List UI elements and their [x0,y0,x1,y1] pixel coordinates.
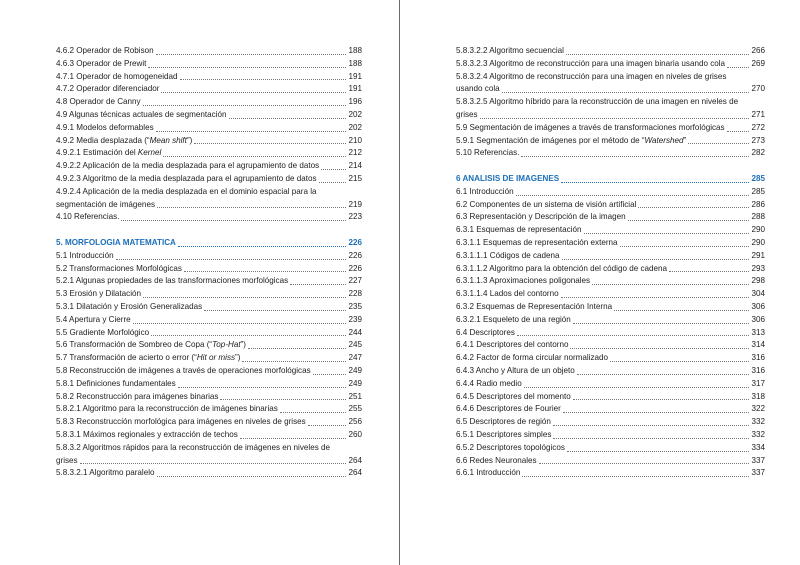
toc-entry-label: 4.9.2.3 Algoritmo de la media desplazada para el agrupamiento de datos [56,173,317,183]
toc-page-number: 226 [348,250,362,260]
toc-page-number: 188 [348,46,362,55]
toc-entry-label: 5.8.3.2 Algoritmos rápidos para la reconstrucción de imágenes en niveles de [56,442,330,452]
toc-entry[interactable] [56,327,362,340]
toc-entry-label: 4.9.2.2 Aplicación de la media desplazada para el agrupamiento de datos [56,161,320,171]
toc-page-number: 293 [751,263,765,273]
toc-entry-label: 6.3.1.1.4 Lados del contorno [456,289,559,299]
toc-page-number: 256 [348,417,362,427]
toc-page-number: 285 [751,173,765,183]
toc-entry[interactable] [56,96,362,109]
toc-page-number: 314 [751,340,765,350]
toc-page-number: 316 [751,353,765,363]
toc-entry[interactable] [56,301,362,314]
toc-entry-label: 5.8.3.2.5 Algoritmo híbrido para la reconstrucción de una imagen en niveles de [456,97,739,107]
toc-entry[interactable] [56,275,362,288]
toc-entry[interactable] [456,147,765,160]
toc-page-number: 202 [348,109,362,119]
toc-entry[interactable] [456,429,765,442]
toc-page-number: 219 [348,199,362,209]
toc-list-left [56,45,362,480]
toc-page-number: 212 [348,148,362,158]
dot-leader [522,476,749,477]
toc-entry[interactable] [456,45,765,58]
toc-spacer [456,160,765,173]
toc-entry[interactable] [456,455,765,468]
toc-entry-label: 6.4.6 Descriptores de Fourier [456,404,561,414]
toc-entry-label: 4.8 Operador de Canny [56,97,141,107]
toc-entry-label: 5.8.2.1 Algoritmo para la reconstrucción de imágenes binarias [56,404,278,414]
toc-entry[interactable] [456,327,765,340]
toc-entry-label: 4.7.1 Operador de homogeneidad [56,71,178,81]
dot-leader [116,259,347,260]
toc-entry-label: 6.5 Descriptores de región [456,417,551,427]
toc-page-number: 249 [348,378,362,388]
toc-page-number: 266 [751,46,765,55]
dot-leader [163,156,346,157]
dot-leader [517,335,750,336]
toc-entry[interactable] [456,442,765,455]
toc-entry[interactable] [56,314,362,327]
toc-entry[interactable] [456,275,765,288]
toc-entry[interactable] [56,160,362,173]
dot-leader [592,284,749,285]
dot-leader [561,297,750,298]
dot-leader [638,207,749,208]
dot-leader [313,374,347,375]
toc-entry-label: 5.8.2 Reconstrucción para imágenes binarias [56,391,219,401]
dot-leader [280,412,347,413]
toc-entry-label: 5.7 Transformación de acierto o error (“Hit or miss”) [56,353,241,363]
toc-entry[interactable] [456,135,765,148]
toc-entry-label: 6.5.1 Descriptores simples [456,429,552,439]
dot-leader [524,387,750,388]
dot-leader [156,131,347,132]
toc-page-number: 306 [751,301,765,311]
toc-entry[interactable] [56,365,362,378]
left-page [0,0,399,565]
toc-entry[interactable] [56,391,362,404]
toc-entry[interactable] [456,199,765,212]
toc-entry-label: 4.9 Algunas técnicas actuales de segmentación [56,109,227,119]
toc-entry-label: 6.4.2 Factor de forma circular normalizado [456,353,609,363]
dot-leader [180,79,347,80]
toc-page-number: 298 [751,276,765,286]
toc-entry-label: 6.3.1.1.1 Códigos de cadena [456,250,560,260]
dot-leader [319,182,347,183]
dot-leader [178,246,347,247]
toc-page-number: 269 [751,58,765,68]
toc-page-number: 272 [751,122,765,132]
toc-page-number: 196 [348,97,362,107]
toc-page-number: 291 [751,250,765,260]
dot-leader [553,438,749,439]
toc-entry-label: 4.9.2.1 Estimación del Kernel [56,148,162,158]
toc-entry-label: 4.6.2 Operador de Robison [56,46,154,55]
toc-entry-label: 6.2 Componentes de un sistema de visión artificial [456,199,637,209]
toc-entry-label: 5.8.3.1 Máximos regionales y extracción de techos [56,429,238,439]
toc-page-number: 316 [751,365,765,375]
toc-page-number: 251 [348,391,362,401]
toc-entry[interactable] [56,429,362,442]
dot-leader [240,438,347,439]
dot-leader [178,387,347,388]
toc-entry-label: 4.6.3 Operador de Prewit [56,58,147,68]
dot-leader [566,54,750,55]
toc-entry[interactable] [56,467,362,480]
dot-leader [563,412,750,413]
toc-entry[interactable] [456,314,765,327]
toc-entry[interactable] [456,263,765,276]
toc-page-number: 313 [751,327,765,337]
toc-page-number: 260 [348,429,362,439]
toc-entry[interactable] [456,403,765,416]
toc-entry[interactable] [56,378,362,391]
page-gutter [399,0,400,565]
toc-entry-label: 4.9.1 Modelos deformables [56,122,154,132]
toc-entry[interactable] [456,365,765,378]
dot-leader [688,143,749,144]
toc-page-number: 286 [751,199,765,209]
toc-entry[interactable] [56,186,362,212]
toc-page-number: 227 [348,276,362,286]
toc-entry[interactable] [456,339,765,352]
toc-page-number: 239 [348,314,362,324]
dot-leader [610,361,749,362]
toc-entry[interactable] [56,339,362,352]
toc-entry-label: 5. MORFOLOGIA MATEMATICA [56,237,176,247]
dot-leader [290,284,346,285]
toc-entry[interactable] [56,45,362,58]
dot-leader [157,476,347,477]
toc-entry-label: 6.4.3 Ancho y Altura de un objeto [456,365,575,375]
toc-entry[interactable] [56,288,362,301]
toc-page-number: 264 [348,468,362,478]
toc-entry-label: 5.9.1 Segmentación de imágenes por el método de “Watershed” [456,135,687,145]
toc-entry[interactable] [456,211,765,224]
toc-page-number: 226 [348,237,362,247]
dot-leader [539,463,750,464]
toc-entry[interactable] [56,442,362,468]
dot-leader [157,207,346,208]
dot-leader [727,67,749,68]
toc-entry-label: 6.3.1 Esquemas de representación [456,225,582,235]
toc-entry[interactable] [56,211,362,224]
dot-leader [727,131,750,132]
toc-entry-label: 5.8.3.2.4 Algoritmo de reconstrucción para una imagen en niveles de grises [456,71,727,81]
toc-page-number: 306 [751,314,765,324]
toc-entry[interactable] [56,352,362,365]
toc-entry[interactable] [456,391,765,404]
toc-entry-label: 6.4.5 Descriptores del momento [456,391,571,401]
toc-chapter-entry[interactable] [456,173,765,186]
toc-entry-label: grises [56,455,78,465]
toc-page-number: 188 [348,58,362,68]
toc-page-number: 322 [751,404,765,414]
toc-entry[interactable] [456,58,765,71]
toc-entry-label: 5.2.1 Algunas propiedades de las transformaciones morfológicas [56,276,289,286]
dot-leader [561,182,749,183]
toc-entry-label: 6.3 Representación y Descripción de la imagen [456,212,626,222]
dot-leader [321,169,346,170]
toc-entry-label: segmentación de imágenes [56,199,155,209]
toc-entry-label: 4.9.2.4 Aplicación de la media desplazada en el dominio espacial para la [56,186,317,196]
toc-entry[interactable] [56,147,362,160]
toc-entry-label: grises [456,109,478,119]
toc-entry[interactable] [456,288,765,301]
dot-leader [229,118,347,119]
toc-entry[interactable] [456,71,765,97]
toc-entry[interactable] [56,263,362,276]
toc-page-number: 317 [751,378,765,388]
toc-page-number: 235 [348,301,362,311]
toc-entry[interactable] [456,96,765,122]
dot-leader [194,143,346,144]
dot-leader [156,54,347,55]
dot-leader [562,259,750,260]
dot-leader [204,310,346,311]
dot-leader [570,348,749,349]
toc-page-number: 285 [751,186,765,196]
toc-page-number: 271 [751,109,765,119]
toc-page-number: 244 [348,327,362,337]
toc-entry-label: 6.6.1 Introducción [456,468,521,478]
toc-page-number: 226 [348,263,362,273]
toc-spacer [56,224,362,237]
toc-entry-label: 5.8.3.2.2 Algoritmo secuencial [456,46,564,55]
toc-page-number: 191 [348,84,362,94]
toc-entry-label: 5.8.3.2.3 Algoritmo de reconstrucción para una imagen binaria usando cola [456,58,726,68]
toc-entry[interactable] [456,352,765,365]
toc-page-number: 273 [751,135,765,145]
dot-leader [573,323,750,324]
toc-page-number: 337 [751,468,765,478]
dot-leader [553,425,750,426]
toc-entry-label: 6.3.1.1.3 Aproximaciones poligonales [456,276,591,286]
toc-page-number: 318 [751,391,765,401]
toc-entry-label: 6.5.2 Descriptores topológicos [456,442,565,452]
toc-entry-label: 6 ANALISIS DE IMAGENES [456,173,560,183]
toc-entry-label: 5.1 Introducción [56,250,114,260]
toc-page-number: 210 [348,135,362,145]
dot-leader [121,220,346,221]
toc-entry[interactable] [56,250,362,263]
dot-leader [614,310,749,311]
toc-entry-label: 5.10 Referencias. [456,148,520,158]
toc-page-number: 270 [751,84,765,94]
toc-page-number: 249 [348,365,362,375]
toc-entry[interactable] [56,122,362,135]
right-page [401,0,800,565]
toc-entry[interactable] [56,403,362,416]
dot-leader [573,399,750,400]
dot-leader [143,105,347,106]
toc-entry[interactable] [456,237,765,250]
dot-leader [248,348,346,349]
dot-leader [151,335,346,336]
toc-page-number: 264 [348,455,362,465]
dot-leader [133,323,347,324]
toc-entry-label: 6.6 Redes Neuronales [456,455,537,465]
toc-entry[interactable] [56,71,362,84]
toc-entry-label: 4.9.2 Media desplazada (“Mean shift”) [56,135,193,145]
toc-entry[interactable] [56,135,362,148]
toc-entry[interactable] [456,301,765,314]
toc-entry[interactable] [456,378,765,391]
toc-entry[interactable] [456,186,765,199]
toc-page-number: 191 [348,71,362,81]
dot-leader [628,220,750,221]
toc-entry[interactable] [456,416,765,429]
toc-page-number: 223 [348,212,362,222]
dot-leader [521,156,749,157]
toc-entry-label: 6.1 Introducción [456,186,514,196]
toc-entry-label: 5.3.1 Dilatación y Erosión Generalizadas [56,301,203,311]
toc-entry[interactable] [456,224,765,237]
toc-page-number: 334 [751,442,765,452]
toc-entry-label: 5.3 Erosión y Dilatación [56,289,142,299]
toc-page-number: 228 [348,289,362,299]
toc-entry[interactable] [456,122,765,135]
dot-leader [516,195,750,196]
toc-entry-label: 5.6 Transformación de Sombreo de Copa (“Top-Hat”) [56,340,246,350]
toc-entry-label: 4.7.2 Operador diferenciador [56,84,160,94]
toc-entry[interactable] [56,83,362,96]
toc-page-number: 290 [751,237,765,247]
toc-page-number: 290 [751,225,765,235]
dot-leader [502,92,750,93]
toc-chapter-entry[interactable] [56,237,362,250]
toc-entry[interactable] [56,173,362,186]
dot-leader [480,118,750,119]
toc-list-right [456,45,765,480]
dot-leader [143,297,346,298]
toc-page-number: 282 [751,148,765,158]
dot-leader [184,271,347,272]
toc-page-number: 332 [751,429,765,439]
toc-page-number: 332 [751,417,765,427]
toc-entry-label: 6.4 Descriptores [456,327,515,337]
toc-entry-label: 6.3.2.1 Esqueleto de una región [456,314,571,324]
toc-page-number: 202 [348,122,362,132]
toc-page-number: 337 [751,455,765,465]
toc-entry-label: 5.4 Apertura y Cierre [56,314,131,324]
toc-page-number: 288 [751,212,765,222]
dot-leader [584,233,750,234]
toc-page-number: 214 [348,161,362,171]
dot-leader [161,92,346,93]
dot-leader [620,246,750,247]
dot-leader [577,374,750,375]
toc-entry[interactable] [56,109,362,122]
toc-entry-label: 5.9 Segmentación de imágenes a través de transformaciones morfológicas [456,122,725,132]
toc-entry-label: 5.8.1 Definiciones fundamentales [56,378,176,388]
toc-entry-label: 6.3.1.1.2 Algoritmo para la obtención del código de cadena [456,263,668,273]
dot-leader [148,67,346,68]
toc-page-number: 304 [751,289,765,299]
dot-leader [242,361,346,362]
dot-leader [308,425,347,426]
toc-entry-label: 5.2 Transformaciones Morfológicas [56,263,182,273]
toc-page-number: 245 [348,340,362,350]
dot-leader [80,463,347,464]
toc-entry-label: 6.4.1 Descriptores del contorno [456,340,569,350]
toc-page-number: 215 [348,173,362,183]
toc-entry-label: 6.3.1.1 Esquemas de representación externa [456,237,618,247]
toc-page-number: 255 [348,404,362,414]
toc-entry-label: 6.3.2 Esquemas de Representación Interna [456,301,613,311]
toc-entry-label: 6.4.4 Radio medio [456,378,522,388]
toc-entry[interactable] [56,58,362,71]
dot-leader [669,271,749,272]
toc-entry-label: 5.5 Gradiente Morfológico [56,327,150,337]
dot-leader [567,451,750,452]
toc-entry-label: 5.8.3 Reconstrucción morfológica para imágenes en niveles de grises [56,417,306,427]
dot-leader [220,399,346,400]
toc-entry-label: 4.10 Referencias. [56,212,120,222]
toc-entry-label: 5.8.3.2.1 Algoritmo paralelo [56,468,155,478]
toc-entry[interactable] [456,250,765,263]
toc-page-number: 247 [348,353,362,363]
toc-entry-label: usando cola [456,84,500,94]
toc-entry[interactable] [56,416,362,429]
toc-entry-label: 5.8 Reconstrucción de imágenes a través de operaciones morfológicas [56,365,311,375]
toc-entry[interactable] [456,467,765,480]
